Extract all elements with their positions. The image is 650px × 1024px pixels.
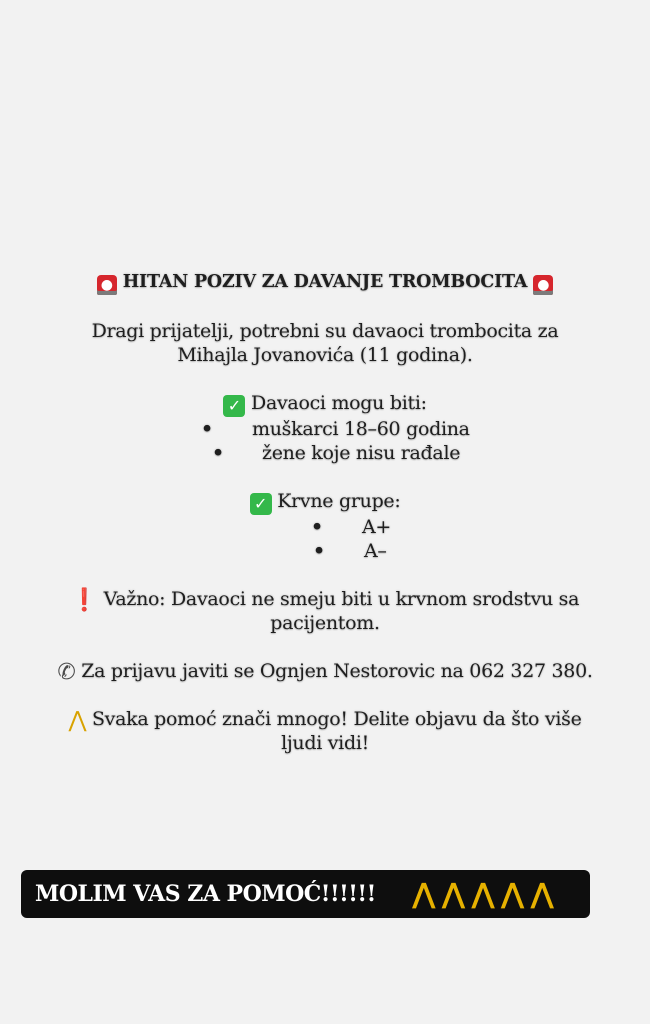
bullet-point: • [201, 418, 213, 440]
donor-list-item [0, 441, 650, 465]
blood-heading: Krvne grupe: [277, 490, 401, 512]
folded-hands-icon: ⋀⋀⋀⋀⋀ [412, 877, 560, 910]
help-banner-text: MOLIM VAS ZA POMOĆ!!!!!! [35, 881, 376, 907]
donor-item-text: žene koje nisu rađale [262, 442, 461, 464]
important-line-2: pacijentom. [270, 612, 380, 634]
help-banner [21, 870, 590, 918]
telephone-receiver-icon: ✆ [57, 660, 76, 685]
share-line-2: ljudi vidi! [281, 732, 369, 754]
intro-line-2: Mihajla Jovanovića (11 godina). [177, 344, 473, 366]
intro-line-1: Dragi prijatelji, potrebni su davaoci trombocita za [91, 320, 559, 342]
blood-group-item [0, 515, 650, 539]
police-car-light-icon: ● [533, 275, 553, 295]
donor-list-item [0, 417, 650, 441]
share-line-1 [0, 707, 650, 731]
check-mark-button-icon: ✓ [223, 395, 245, 417]
check-mark-button-icon: ✓ [250, 493, 272, 515]
exclamation-mark-icon: ❗ [70, 588, 98, 613]
folded-hands-icon: ⋀ [68, 708, 87, 733]
important-line-1 [0, 587, 650, 611]
contact-text: Za prijavu javiti se Ognjen Nestorovic na 062 327 380. [81, 660, 593, 682]
important-text-1: Važno: Davaoci ne smeju biti u krvnom srodstvu sa [103, 588, 580, 610]
contact-line [0, 659, 650, 683]
police-car-light-icon: ● [97, 275, 117, 295]
bullet-point: • [311, 516, 323, 538]
donor-item-text: muškarci 18–60 godina [252, 418, 470, 440]
donors-heading: Davaoci mogu biti: [251, 392, 427, 414]
share-text-1: Svaka pomoć znači mnogo! Delite objavu da što više [91, 708, 582, 730]
post-title-line [0, 270, 650, 295]
post-title: HITAN POZIV ZA DAVANJE TROMBOCITA [122, 272, 528, 292]
blood-group-item [0, 539, 650, 563]
blood-heading-line [0, 489, 650, 515]
blood-group-text: A– [364, 540, 387, 562]
story-text-block [0, 270, 650, 755]
bullet-point: • [313, 540, 325, 562]
blood-group-text: A+ [362, 516, 392, 538]
donors-heading-line [0, 391, 650, 417]
bullet-point: • [212, 442, 224, 464]
